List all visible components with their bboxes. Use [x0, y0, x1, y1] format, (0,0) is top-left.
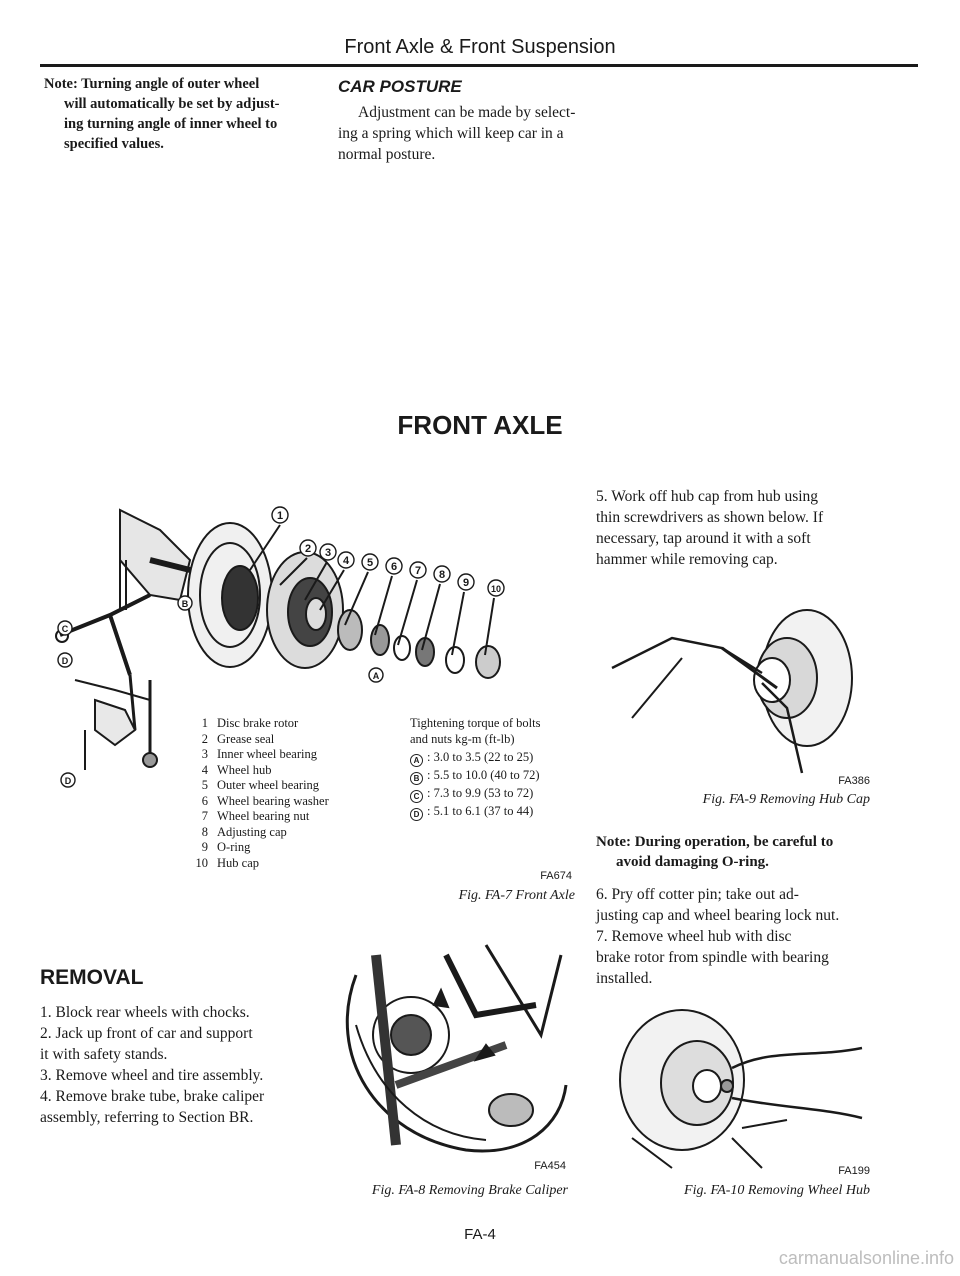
- removal-step-4: 4. Remove brake tube, brake caliper assembly, referring to Section BR.: [40, 1088, 265, 1126]
- removing-hub-cap-drawing: [612, 608, 872, 778]
- car-posture-text: [338, 102, 575, 165]
- step-7-line: installed.: [596, 970, 653, 987]
- fig10-code: FA199: [838, 1165, 870, 1177]
- torque-row: C : 7.3 to 9.9 (53 to 72): [410, 785, 540, 803]
- torque-row: D : 5.1 to 6.1 (37 to 44): [410, 803, 540, 821]
- watermark: carmanualsonline.info: [778, 1248, 954, 1268]
- ball-joint-drawing: [55, 660, 185, 790]
- removal-list: [40, 1002, 302, 1128]
- legend-item: 8 Adjusting cap: [201, 824, 287, 839]
- front-axle-heading: FRONT AXLE: [397, 410, 563, 440]
- callout-letter-c: C: [61, 624, 69, 634]
- legend-item: 5 Outer wheel bearing: [201, 778, 320, 792]
- callout-letter-d-lower: D: [64, 776, 72, 786]
- note-o-ring: Note: During operation, be careful to avoid damaging O-ring.: [596, 834, 834, 870]
- fig9-code: FA386: [838, 775, 870, 787]
- note-line: ing turning angle of inner wheel to: [64, 116, 278, 132]
- note-turning-angle: [44, 74, 279, 154]
- torque-row: B : 5.5 to 10.0 (40 to 72): [410, 767, 540, 785]
- callout-9: 9: [462, 577, 470, 589]
- page-number: FA-4: [464, 1226, 496, 1243]
- text-line: ing a spring which will keep car in a: [338, 125, 564, 142]
- callout-3: 3: [324, 547, 332, 559]
- callout-6: 6: [390, 561, 398, 573]
- legend-item: 4 Wheel hub: [201, 762, 272, 777]
- legend-item: 7 Wheel bearing nut: [201, 809, 310, 823]
- removal-heading: REMOVAL: [40, 966, 144, 989]
- legend-item: 2 Grease seal: [201, 731, 275, 746]
- callout-4: 4: [342, 555, 350, 567]
- torque-row: A : 3.0 to 3.5 (22 to 25): [410, 749, 540, 767]
- header-rule: [40, 64, 918, 67]
- fig9-caption: Fig. FA-9 Removing Hub Cap: [702, 792, 870, 807]
- step-6-line: 6. Pry off cotter pin; take out ad-: [596, 886, 799, 903]
- fig10-caption: Fig. FA-10 Removing Wheel Hub: [684, 1183, 870, 1198]
- removal-step-2: 2. Jack up front of car and support it with safety stands.: [40, 1025, 253, 1063]
- removing-brake-caliper-photo: [336, 935, 568, 1160]
- fig7-caption: Fig. FA-7 Front Axle: [458, 888, 575, 903]
- callout-10: 10: [490, 584, 502, 594]
- car-posture-heading: CAR POSTURE: [338, 77, 462, 96]
- fig7-code: FA674: [540, 870, 572, 882]
- callout-2: 2: [304, 543, 312, 555]
- legend-item: 6 Wheel bearing washer: [201, 793, 329, 808]
- fig8-code: FA454: [534, 1160, 566, 1172]
- removal-step-1: 1. Block rear wheels with chocks.: [40, 1004, 250, 1021]
- page-header: Front Axle & Front Suspension: [344, 36, 616, 58]
- removal-step-3: 3. Remove wheel and tire assembly.: [40, 1067, 264, 1084]
- legend-item: 9 O-ring: [201, 840, 251, 854]
- torque-table: [410, 715, 540, 821]
- step-6-7-text: [596, 884, 874, 989]
- legend-item: 1 Disc brake rotor: [201, 716, 299, 730]
- step-6-line: justing cap and wheel bearing lock nut.: [596, 907, 840, 924]
- note-line: Note: Turning angle of outer wheel: [44, 76, 260, 92]
- legend-item: 3 Inner wheel bearing: [201, 747, 317, 761]
- text-line: normal posture.: [338, 146, 436, 163]
- removing-wheel-hub-drawing: [612, 1008, 872, 1170]
- torque-title: Tightening torque of bolts: [410, 716, 541, 730]
- callout-letter-b: B: [181, 599, 189, 609]
- step-7-line: brake rotor from spindle with bearing: [596, 949, 829, 966]
- text-line: Adjustment can be made by select-: [358, 104, 576, 121]
- note-line: will automatically be set by adjust-: [64, 96, 280, 112]
- step-5-text: 5. Work off hub cap from hub using thin screwdrivers as shown below. If necessary, tap around it with a soft hammer while removing cap.: [596, 488, 824, 568]
- note-line: specified values.: [64, 136, 164, 152]
- legend-item: 10 Hub cap: [195, 855, 259, 870]
- fig8-caption: Fig. FA-8 Removing Brake Caliper: [371, 1183, 568, 1198]
- callout-7: 7: [414, 565, 422, 577]
- callout-5: 5: [366, 557, 374, 569]
- callout-letter-a: A: [372, 671, 380, 681]
- callout-1: 1: [276, 510, 284, 522]
- torque-title: and nuts kg-m (ft-lb): [410, 732, 515, 746]
- parts-legend: [195, 716, 329, 871]
- callout-letter-d: D: [61, 656, 69, 666]
- step-7-line: 7. Remove wheel hub with disc: [596, 928, 792, 945]
- callout-8: 8: [438, 569, 446, 581]
